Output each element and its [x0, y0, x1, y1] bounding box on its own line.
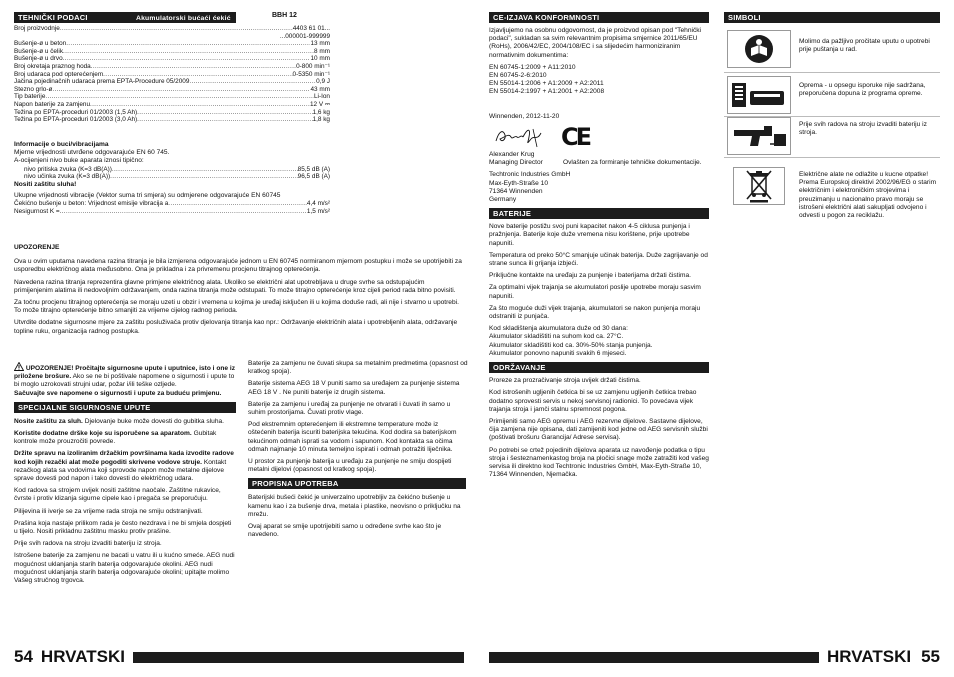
maintenance-heading: ODRŽAVANJE [489, 362, 709, 373]
address-line: Max-Eyth-Straße 10 [489, 179, 548, 187]
spec-row: Težina po EPTA-proceduri 01/2003 (3,0 Ah) ..... 1,8 kg [14, 116, 330, 124]
use-paragraph: Baterijski bušeći čekić je univerzalno upotrebljiv za čekićno bušenje u kamenu kao i za bušenje drva, metala i plastike, neovisno o priključku na mrežu. [248, 494, 461, 518]
address-line: Techtronic Industries GmbH [489, 171, 571, 179]
symbols-heading: SIMBOLI [724, 12, 940, 23]
battery-paragraph: Priključne kontakte na uređaju za punjenje i baterijama držati čistima. [489, 272, 691, 280]
safety-column [14, 362, 236, 589]
battery-paragraph: Za optimalni vijek trajanja se akumulatori poslije upotrebe moraju sasvim napuniti. [489, 284, 701, 300]
use-paragraph: Ovaj aparat se smije upotrijebiti samo u određene svrhe kao što je navedeno. [248, 523, 442, 539]
symbol-crossed-bin [733, 167, 785, 205]
ear-protection-note: Nositi zaštitu sluha! [14, 180, 77, 188]
page-number: 55 [921, 647, 940, 666]
right-footer [489, 648, 940, 666]
place-date: Winnenden, 2012-11-20 [489, 112, 560, 120]
warning-section [14, 244, 464, 340]
model-name: BBH 12 [272, 12, 297, 19]
safety-paragraph: Baterije sistema AEG 18 V puniti samo sa uređajem za punjenje sistema AEG 18 V . Ne puniti baterije iz drugih sistema. [248, 380, 460, 396]
divider [724, 157, 940, 158]
vibration-row: Nesigurnost K = ..... 1,5 m/s² [14, 208, 330, 216]
maintenance-paragraph: Primijeniti samo AEG opremu i AEG rezervne dijelove. Sastavne dijelove, čija zamjena nije opisana, dati zamijeniti kod jedne od AEG servisnih službi (poštivati brošuru Garancija/ Adrese servisa). [489, 417, 708, 442]
signer-title: Managing Director [489, 159, 543, 167]
spec-row: Bušenje-ø u beton ..... 13 mm [14, 40, 330, 48]
authorized-note: Ovlašten za formiranje tehničke dokumentacije. [563, 159, 702, 167]
noise-heading: Informacije o buci/vibracijama [14, 141, 109, 148]
conformity-column [489, 12, 709, 483]
norm-item: EN 55014-2:1997 + A1:2001 + A2:2008 [489, 88, 605, 96]
warning-paragraph: Ova u ovim uputama navedena razina titranja je bila izmjerena odgovarajuće jednom u EN 60745 normiranom mjernom postupku i može se upotrijebiti za usporedbu električnog alata međusobno. Ona je prikladna i za privremenu procjenu titrajnog opterećenja. [14, 258, 462, 274]
spec-row: Bušenje-ø u drvo ..... 10 mm [14, 55, 330, 63]
safety-paragraph: Baterije za zamjenu i uređaj za punjenje ne otvarati i čuvati ih samo u suhim prostorijama. Čuvati protiv vlage. [248, 400, 451, 417]
safety-paragraph: Nosite zaštitu za sluh. Djelovanje buke može dovesti do gubitka sluha. [14, 417, 225, 425]
battery-paragraph: Temperatura od preko 50°C smanjuje učinak baterija. Duže zagrijavanje od strane sunca ili grijanja izbjeći. [489, 251, 708, 268]
noise-section [14, 141, 330, 215]
symbol-accessory [727, 76, 791, 114]
divider [724, 72, 940, 73]
symbol-text: Oprema - u opsegu isporuke nije sadržana, preporučena dopuna iz programa opreme. [799, 82, 926, 98]
maintenance-paragraph: Proreze za prozračivanje stroja uvijek držati čistima. [489, 377, 641, 385]
page-number: 54 [14, 647, 33, 666]
signature-block [489, 122, 709, 151]
battery-paragraph: Nove baterije postižu svoj puni kapacitet nakon 4-5 ciklusa punjenja i pražnjenja. Baterije koje duže vremena nisu korištene, prije upotrebe napuniti. [489, 223, 690, 247]
symbol-read-manual [727, 30, 791, 68]
spec-row: Broj proizvodnje ..... 4403 61 01... [14, 25, 330, 33]
vibration-intro: Ukupne vrijednosti vibracije (Vektor suma tri smjera) su odmjerene odgovarajuće EN 60745 [14, 192, 281, 199]
conformity-text: Izjavljujemo na osobnu odgovornost, da je proizvod opisan pod "Tehnički podaci", sukladan sa svim relevantnim propisima smjernice 2011/65/EU (RoHs), 2006/42/EC, 2004/108/EC i sa slijedećim harmoniziranim normativnim dokumentima: [489, 27, 702, 59]
footer-rule [489, 652, 819, 663]
language-label: HRVATSKI [40, 647, 125, 666]
norm-item: EN 60745-1:2009 + A11:2010 [489, 63, 576, 71]
norm-item: EN 55014-1:2006 + A1:2009 + A2:2011 [489, 80, 604, 88]
battery-paragraph: Za što moguće duži vijek trajanja, akumulatori se nakon punjenja moraju odstraniti iz punjača. [489, 304, 701, 321]
vibration-row: Čekićno bušenje u beton: Vrijednost emisije vibracija a ..... 4,4 m/s² [14, 200, 330, 208]
spec-row: Napon baterije za zamjenu ..... 12 V ⎓ [14, 101, 330, 109]
caution-text: UPOZORENJE! Pročitajte sigurnosne upute i uputnice, isto i one iz priložene brošure. Ako se ne bi poštivale napomene o sigurnosti i upute to bi moglo uzrokovati strujni udar, požar i/ili teške ozljede. [14, 362, 236, 390]
spec-row: Težina po EPTA-proceduri 01/2003 (1,5 Ah) ..... 1,6 kg [14, 109, 330, 117]
safety-paragraph: Baterije za zamjenu ne čuvati skupa sa metalnim predmetima (opasnost od kratkog spoja). [248, 360, 468, 376]
read-manual-icon [744, 34, 774, 64]
safety-paragraph: Koristite dodatne drške koje su isporučene sa aparatom. Gubitak kontrole može prouzročiti povrede. [14, 430, 217, 446]
safety-paragraph: Prašina koja nastaje prilikom rada je često nezdrava i ne bi smjela dospjeti u tijelo. Nositi prikladnu zaštitnu masku protiv prašine. [14, 519, 232, 536]
noise-row: nivo učinka zvuka (K=3 dB(A)) ..... 96,5 dB (A) [14, 173, 330, 181]
intended-use-heading: PROPISNA UPOTREBA [248, 478, 466, 489]
warning-heading: UPOZORENJE [14, 244, 60, 251]
symbol-text: Električne alate ne odlažite u kucne otpatke! Prema Europskoj direktivi 2002/96/EG o starim električnim i elektroničkim strojevima i preuzimanju u nacionalno pravo moraju se istrošeni električni alati sakupljati odvojeno i odvesti u pogon za reciklažu. [799, 171, 937, 220]
spec-row: Broj udaraca pod opterećenjem ..... 0-5350 min⁻¹ [14, 71, 330, 79]
conformity-heading: CE-IZJAVA KONFORMNOSTI [489, 12, 709, 23]
accessory-icon [730, 79, 788, 111]
battery-heading: BATERIJE [489, 208, 709, 219]
maintenance-paragraph: Kod istrošenih ugljenih četkica bi se uz zamjenu ugljenih četkica trebao dodatno sprovesti servis u nekoj servisnoj radionici. To povećava vijek trajanja stroja i jamči stalnu spremnost pogona. [489, 389, 697, 413]
safety-paragraph: U prostor za punjenje baterija u uređaju za punjenje ne smiju dospijeti metalni dijelovi (opasnost od kratkog spoja). [248, 458, 452, 474]
safety-paragraph: Kod radova sa strojem uvijek nositi zaštitne naočale. Zaštitne rukavice, čvrste i protiv klizanja sigurne cipele kao i pregača se preporučuju. [14, 487, 221, 503]
battery-paragraph: Kod skladištenja akumulatora duže od 30 dana: Akumulator skladištiti na suhom kod ca. 27°C. Akumulator skladištiti kod ca. 30%-50% stanja punjenja. Akumulator ponovno napuniti svakih 6 mjeseci. [489, 325, 653, 357]
noise-intro: Mjerne vrijednosti utvrđene odgovarajuće EN 60 745. [14, 149, 170, 157]
spec-row: Tip baterije ..... Li-Ion [14, 93, 330, 101]
spec-row: Bušenje-ø u čelik ..... 8 mm [14, 48, 330, 56]
symbol-remove-battery [727, 117, 791, 155]
crossed-bin-icon [744, 169, 774, 203]
spec-row: ...000001-999999 [279, 32, 330, 40]
safety-paragraph: Istrošene baterije za zamjenu ne bacati u vatru ili u kućno smeće. AEG nudi mogućnost uklanjanja starih baterija odgovarajuće okolini. AEG nudi mogućnost uklanjanja starih baterija odgovarajuće okolini; upitajte molimo Vašeg stručnog trgovca. [14, 552, 235, 585]
warning-paragraph: Za točnu procjenu titrajnog opterećenja se moraju uzeti u obzir i vremena u kojima je uređaj isključen ili u kojima doduše radi, ali nije i stvarno u upotrebi. To može titrajno opterećenje bitno smanjiti za vrijeme cijelog radnog perioda. [14, 299, 459, 315]
spec-row: Stezno grlo-ø ..... 43 mm [14, 86, 330, 94]
tech-data-heading: TEHNIČKI PODACI Akumulatorski bućaći ćekić [14, 12, 236, 23]
symbol-text: Prije svih radova na stroju izvaditi bateriju iz stroja. [799, 121, 927, 137]
spec-row: Broj okretaja praznog hoda ..... 0-800 min⁻¹ [14, 63, 330, 71]
safety-paragraph: Pilijevina ili iverje se za vrijeme rada stroja ne smiju odstranjivati. [14, 507, 203, 515]
caution-keep: Sačuvajte sve napomene o sigurnosti i upute za buduću primjenu. [14, 389, 222, 397]
spec-list [14, 25, 330, 124]
symbol-text: Molimo da pažljivo pročitate uputu o upotrebi prije puštanja u rad. [799, 38, 930, 54]
safety-paragraph: Držite spravu na izoliranim držačkim površinama kada izvodite radove kod kojih rezački alat može pogoditi skrivene vodove struje. Kontakt rezačkog alata sa vodovima koji sprovode napon može metalne dijelove sprave dovesti pod napon i tako dovesti do električnog udara. [14, 450, 234, 483]
signer-name: Alexander Krug [489, 150, 535, 158]
special-safety-heading: SPECIJALNE SIGURNOSNE UPUTE [14, 402, 236, 413]
noise-intro: A-ocijenjeni nivo buke aparata iznosi tipično: [14, 157, 144, 165]
maintenance-paragraph: Po potrebi se crtež pojedinih dijelova aparata uz navođenje podatka o tipu stroja i šesteznamenkastog broja na pločici snage može zatražiti kod vašeg servisa ili direktno kod Techtronic Industries GmbH, Max-Eyth-Straße 10, 71364 Winnenden, Njemačka. [489, 446, 709, 479]
remove-battery-icon [730, 120, 788, 152]
norm-item: EN 60745-2-6:2010 [489, 72, 547, 80]
left-footer [14, 648, 464, 666]
address-line: 71364 Winnenden [489, 187, 543, 195]
signature-icon [493, 125, 553, 149]
warning-triangle-icon [14, 362, 24, 371]
battery-safety-column [248, 360, 468, 543]
warning-paragraph: Utvrdite dodatne sigurnosne mjere za zaštitu posluživača protiv djelovanja titranja kao npr.: Održavanje električnih alata i upotrebljenih alata, održavanje topline ruku, organizacija radnog postupka. [14, 319, 458, 335]
safety-paragraph: Prije svih radova na stroju izvaditi bateriju iz stroja. [14, 540, 162, 548]
footer-rule [133, 652, 464, 663]
ce-mark-icon: CE [561, 122, 590, 151]
warning-paragraph: Navedena razina titranja reprezentira glavne primjene električnog alata. Ukoliko se električni alat upotrebljava u druge svrhe sa odstupajućim primijenjenim alatima ili nedovoljnim održavanjem, onda razina titranja može odstupati. To može titrajno opterećenje kroz cijeli period rada bitno povisiti. [14, 278, 456, 294]
safety-paragraph: Pod ekstremnim opterećenjem ili ekstremne temperature može iz oštećenih baterija iscuriti baterijska tekućina. Kod dodira sa baterijskom tekućinom odmah isprati sa vodom i sapunom. Kod kontakta sa očima odmah najmanje 10 minuta temeljno ispirati i odmah potražiti liječnika. [248, 421, 457, 453]
noise-row: nivo pritiska zvuka (K=3 dB(A)) ..... 85,5 dB (A) [14, 166, 330, 174]
address-line: Germany [489, 196, 517, 204]
spec-row: Jačina pojedinačnih udaraca prema EPTA-Procedure 05/2009 ..... 0,9 J [14, 78, 330, 86]
language-label: HRVATSKI [827, 647, 912, 666]
